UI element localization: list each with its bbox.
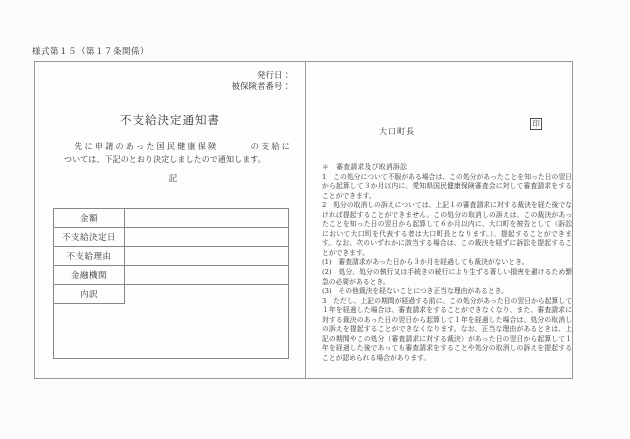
notice-paragraph-5: (3) その他裁決を経ないことにつき正当な理由があるとき。 <box>322 287 508 296</box>
intro-line1-suffix: の支給に <box>250 142 292 151</box>
notice-paragraph-4: (2) 処分、処分の執行又は手続きの続行により生ずる著しい損害を避けるため緊急の必要があるとき。 <box>322 268 572 286</box>
table-row-reason <box>54 247 288 266</box>
intro-line1-prefix: 先に申請のあった国民健康保険 <box>64 142 219 151</box>
notice-heading: ＊ 審査請求及び取消訴訟 <box>322 163 408 171</box>
row-label-bank: 金融機関 <box>54 266 125 284</box>
insured-number-label: 被保険者番号： <box>231 81 291 92</box>
notice-paragraph-1: 1 この処分について不服がある場合は、この処分があったことを知った日の翌日から起算して３か月以内に、愛知県国民健康保険審査会に対して審査請求をすることができます。 <box>322 172 572 200</box>
notice-paragraph-6: 3 ただし、上記の期間が経過する前に、この処分があった日の翌日から起算して１年を経過した場合は、審査請求をすることができなくなり、また、審査請求に対する裁決のあった日の翌日から起算して１年を経過した場合は、処分の取消しの訴えを提起することができなくなります。なお、正当な理由があるときは、上記の期間やこの処分（審査請求に対する裁決）があった日の翌日から起算して１年を経過した後であっても審査請求をすることや処分の取消しの訴えを提起することが認められる場合があります。 <box>322 296 572 362</box>
row-label-reason: 不支給理由 <box>54 247 125 265</box>
notice-paragraph-2: 2 処分の取消しの訴えについては、上記１の審査請求に対する裁決を経た後でなければ提起することができません。この処分の取消しの訴えは、この裁決があったことを知った日の翌日から起算して６か月以内に、大口町を被告として（訴訟において大口町を代表する者は大口町長となります。）、提起することができます。なお、次のいずれかに該当する場合は、この裁決を経ずに訴訟を提起することができます。 <box>322 201 572 257</box>
row-label-amount: 金額 <box>54 209 125 227</box>
table-row-amount <box>54 209 288 228</box>
table-breakdown-area <box>54 304 288 358</box>
row-value-bank <box>125 266 288 284</box>
document-frame <box>34 61 573 379</box>
table-row-bank <box>54 266 288 285</box>
seal-placeholder <box>530 118 542 130</box>
table-row-decision-date <box>54 228 288 247</box>
form-number-label: 様式第１５（第１７条関係） <box>32 47 150 57</box>
row-value-reason <box>125 247 288 265</box>
issue-date-label: 発行日： <box>256 71 291 81</box>
mayor-name: 大口町長 <box>379 127 415 136</box>
row-label-breakdown: 内訳 <box>54 285 125 304</box>
row-value-amount <box>125 209 288 227</box>
row-value-decision-date <box>125 228 288 246</box>
intro-line-1 <box>64 140 292 153</box>
intro-paragraph <box>64 140 292 166</box>
row-value-breakdown <box>125 285 288 304</box>
notice-paragraph-3: (1) 審査請求があった日から３か月を経過しても裁決がないとき。 <box>322 258 529 267</box>
seal-character: 印 <box>532 119 540 129</box>
detail-table <box>53 208 289 359</box>
appeal-notice <box>322 163 572 363</box>
row-label-decision-date: 不支給決定日 <box>54 228 125 246</box>
issue-info-block <box>35 71 291 92</box>
table-row-breakdown <box>54 285 288 304</box>
intro-line-2: ついては、下記のとおり決定しましたので通知します。 <box>64 155 266 164</box>
column-divider <box>305 62 306 378</box>
record-marker: 記 <box>168 174 178 184</box>
document-title: 不支給決定通知書 <box>120 113 220 127</box>
